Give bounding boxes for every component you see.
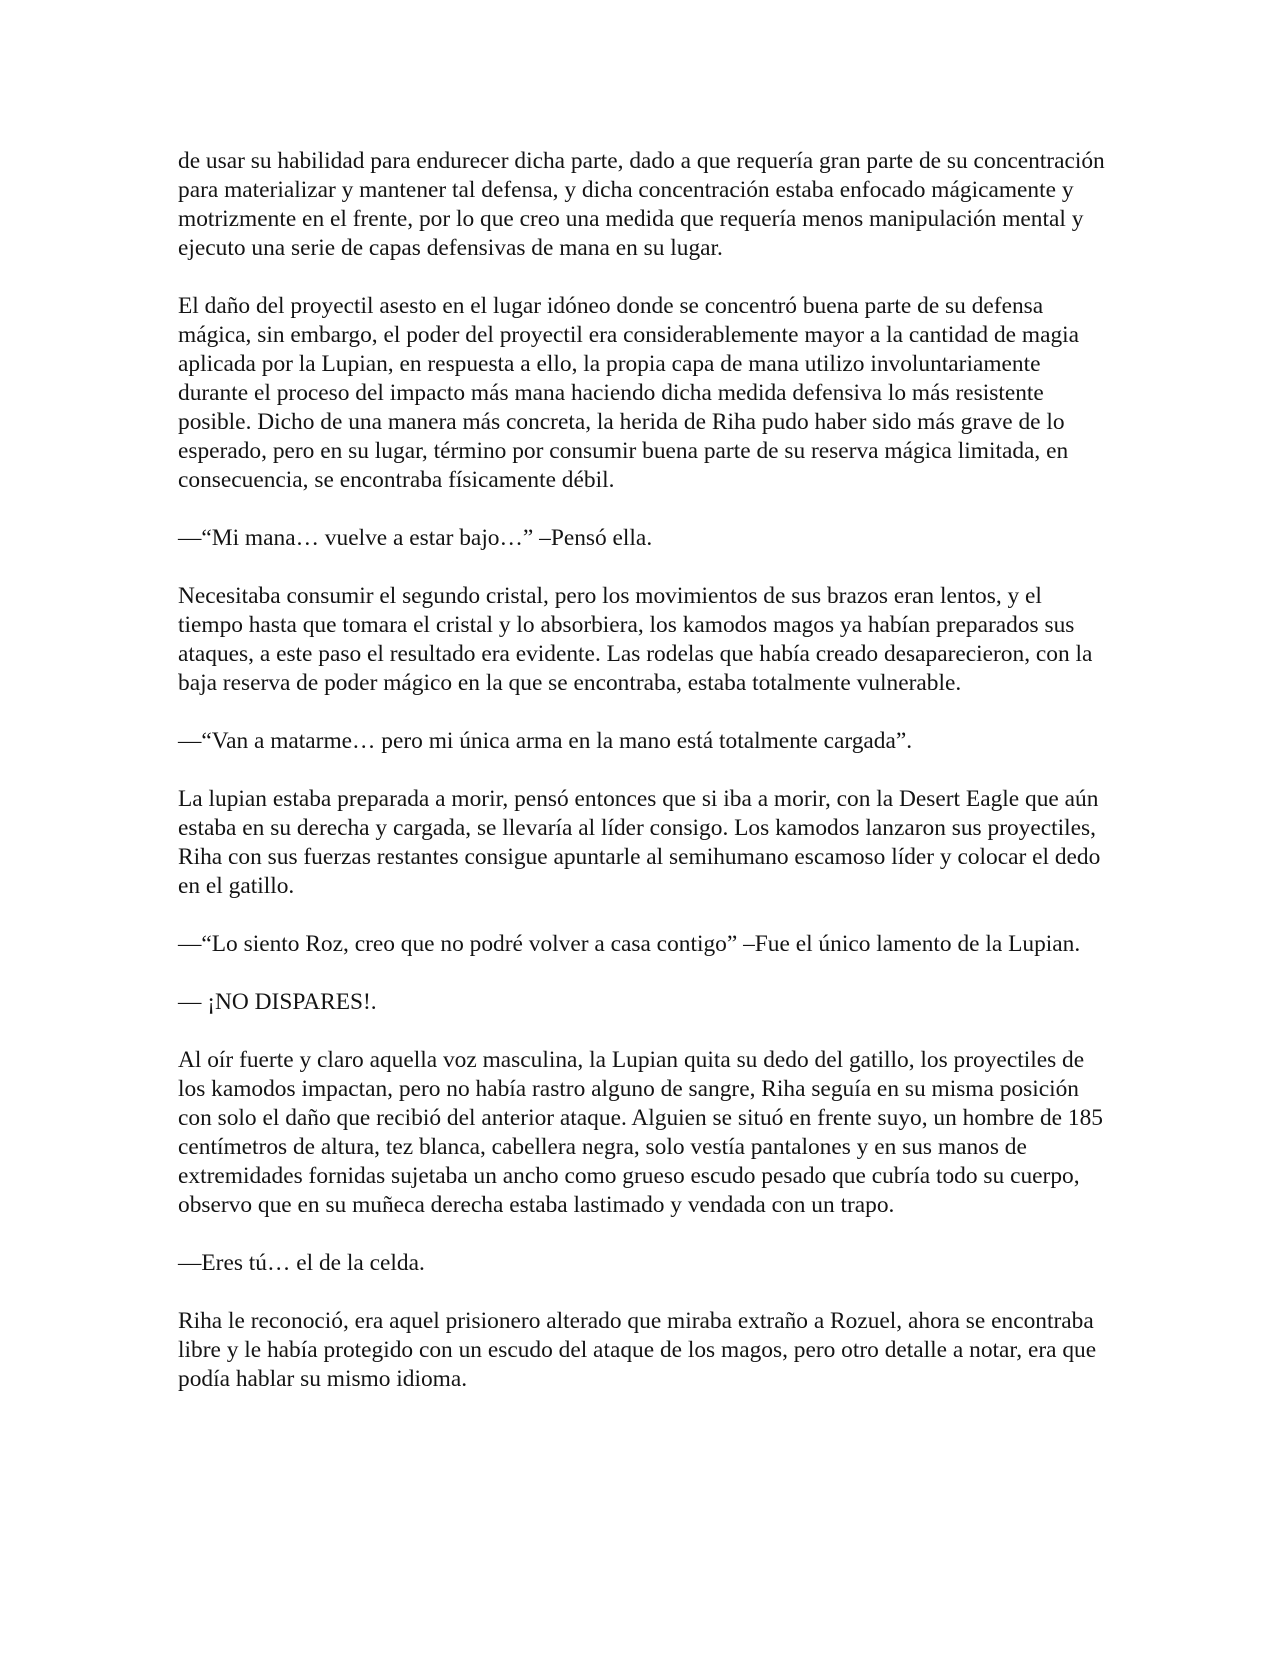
dialogue-line: — ¡NO DISPARES!. (178, 989, 377, 1015)
paragraph: Al oír fuerte y claro aquella voz masculina, la Lupian quita su dedo del gatillo, los proyectiles de los kamodos impactan, pero no había rastro alguno de sangre, Riha seguía en su misma posición con solo el daño que recibió del anterior ataque. Alguien se situó en frente suyo, un hombre de 185 centímetros de altura, tez blanca, cabellera negra, solo vestía pantalones y en sus manos de extremidades fornidas sujetaba un ancho como grueso escudo pesado que cubría todo su cuerpo, observo que en su muñeca derecha estaba lastimado y vendada con un trapo. (178, 1047, 1103, 1218)
paragraph: de usar su habilidad para endurecer dicha parte, dado a que requería gran parte de su concentración para materializar y mantener tal defensa, y dicha concentración estaba enfocado mágicamente y motrizmente en el frente, por lo que creo una medida que requería menos manipulación mental y ejecuto una serie de capas defensivas de mana en su lugar. (178, 148, 1105, 261)
paragraph: La lupian estaba preparada a morir, pensó entonces que si iba a morir, con la Desert Eagle que aún estaba en su derecha y cargada, se llevaría al líder consigo. Los kamodos lanzaron sus proyectiles, Riha con sus fuerzas restantes consigue apuntarle al semihumano escamoso líder y colocar el dedo en el gatillo. (178, 786, 1101, 899)
paragraph: Riha le reconoció, era aquel prisionero alterado que miraba extraño a Rozuel, ahora se encontraba libre y le había protegido con un escudo del ataque de los magos, pero otro detalle a notar, era que podía hablar su mismo idioma. (178, 1308, 1097, 1392)
paragraph: Necesitaba consumir el segundo cristal, pero los movimientos de sus brazos eran lentos, y el tiempo hasta que tomara el cristal y lo absorbiera, los kamodos magos ya habían preparados sus ataques, a este paso el resultado era evidente. Las rodelas que había creado desaparecieron, con la baja reserva de poder mágico en la que se encontraba, estaba totalmente vulnerable. (178, 583, 1093, 696)
paragraph: El daño del proyectil asesto en el lugar idóneo donde se concentró buena parte de su defensa mágica, sin embargo, el poder del proyectil era considerablemente mayor a la cantidad de magia aplicada por la Lupian, en respuesta a ello, la propia capa de mana utilizo involuntariamente durante el proceso del impacto más mana haciendo dicha medida defensiva lo más resistente posible. Dicho de una manera más concreta, la herida de Riha pudo haber sido más grave de lo esperado, pero en su lugar, término por consumir buena parte de su reserva mágica limitada, en consecuencia, se encontraba físicamente débil. (178, 293, 1080, 493)
dialogue-line: —“Mi mana… vuelve a estar bajo…” –Pensó ella. (178, 525, 653, 551)
document-body (178, 147, 1108, 1423)
dialogue-line: —Eres tú… el de la celda. (178, 1250, 425, 1276)
dialogue-line: —“Lo siento Roz, creo que no podré volver a casa contigo” –Fue el único lamento de la Lupian. (178, 931, 1081, 957)
dialogue-line: —“Van a matarme… pero mi única arma en la mano está totalmente cargada”. (178, 728, 913, 754)
